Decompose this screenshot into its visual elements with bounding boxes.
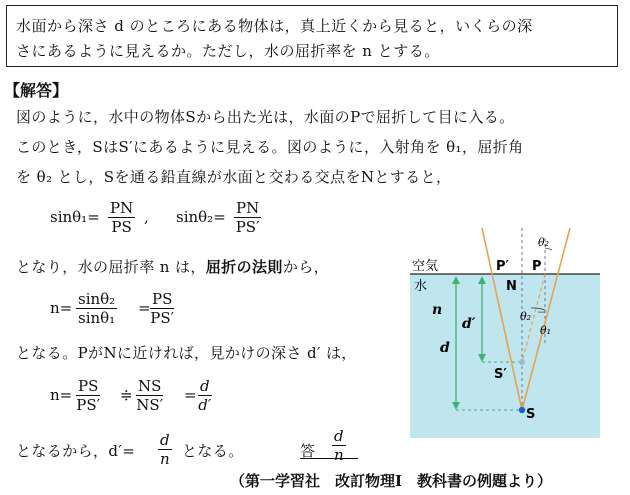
- eq1-num2: PN: [236, 199, 260, 217]
- body-line-4c: から，: [282, 258, 330, 276]
- problem-line-1: 水面から深さ d のところにある物体は，真上近くから見ると，いくらの深: [16, 17, 533, 35]
- label-theta2-top: θ₂: [538, 236, 550, 249]
- answer-underline: [300, 458, 358, 459]
- body-line-4a: となり，水の屈折率 n は，: [16, 258, 206, 276]
- label-N: N: [506, 279, 517, 294]
- eq3-num3: d: [200, 377, 210, 395]
- label-S: S: [526, 407, 536, 422]
- eq2-den1: sinθ₁: [78, 309, 116, 327]
- eq3-frac2: [136, 377, 163, 414]
- body-line-6b: となる。: [182, 442, 244, 460]
- problem-box: [6, 5, 618, 67]
- label-P: P: [532, 259, 542, 274]
- label-water: 水: [414, 279, 428, 294]
- label-theta2-mid: θ₂: [520, 310, 532, 323]
- body-line-5: となる。PがNに近ければ，見かけの深さ d′ は，: [16, 344, 357, 362]
- label-P-prime: P′: [496, 259, 509, 274]
- answer-label: 答: [300, 442, 316, 460]
- water-region: [410, 274, 600, 438]
- eq2-frac2: [150, 290, 174, 327]
- eq3-frac3: [198, 377, 212, 414]
- eq1-num1: PN: [110, 199, 134, 217]
- point-S: [519, 407, 525, 413]
- eq3-num1: PS: [78, 377, 99, 395]
- refraction-diagram: [410, 228, 600, 438]
- eq1-den1: PS: [111, 218, 132, 236]
- label-d: d: [440, 340, 450, 356]
- eq3-den3: d′: [198, 396, 212, 414]
- label-air: 空気: [412, 259, 439, 274]
- eq3-approx: ≑: [120, 386, 133, 404]
- eq2-num2: PS: [152, 290, 173, 308]
- eq2-frac1: [76, 290, 117, 327]
- label-theta1: θ₁: [540, 324, 552, 337]
- body-line-3: を θ₂ とし，Sを通る鉛直線が水面と交わる交点をNとすると，: [16, 168, 452, 186]
- eq2-eq: =: [138, 299, 151, 317]
- point-S-prime: [519, 359, 525, 365]
- eq1-frac1: [108, 199, 135, 236]
- label-d-prime: d′: [462, 316, 476, 332]
- answer-den: n: [333, 446, 344, 464]
- body-line-6a: となるから，d′=: [16, 442, 136, 460]
- eq3-den1: PS′: [76, 396, 101, 414]
- result-den: n: [159, 450, 170, 468]
- body-line-2: このとき，SはS′にあるように見える。図のように，入射角を θ₁，屈折角: [16, 138, 524, 156]
- label-S-prime: S′: [494, 367, 507, 382]
- body-line-1: 図のように，水中の物体Sから出た光は，水面のPで屈折して目に入る。: [16, 108, 515, 126]
- eq1-sep: ,: [144, 208, 149, 226]
- label-n: n: [432, 302, 443, 318]
- eq3-num2: NS: [138, 377, 162, 395]
- result-num: d: [160, 431, 170, 449]
- answer-frac: [332, 427, 346, 464]
- problem-line-2: さにあるように見えるか。ただし，水の屈折率を n とする。: [16, 42, 440, 60]
- source-note: （第一学習社 改訂物理Ⅰ 教科書の例題より）: [230, 472, 553, 490]
- refraction-figure: [410, 228, 600, 438]
- eq3-lhs: n=: [50, 386, 73, 404]
- refraction-law: 屈折の法則: [205, 258, 283, 276]
- eq1-lhs1: sinθ₁=: [50, 208, 100, 226]
- result-frac: [158, 431, 172, 468]
- eq2-lhs: n=: [50, 299, 73, 317]
- eq1-den2: PS′: [235, 218, 260, 236]
- body-line-4: [16, 256, 329, 277]
- eq3-eq: =: [184, 386, 197, 404]
- eq1-frac2: [234, 199, 261, 236]
- eq1-lhs2: sinθ₂=: [176, 208, 226, 226]
- eq2-num1: sinθ₂: [78, 290, 116, 308]
- answer-heading: 【解答】: [4, 81, 69, 100]
- eq2-den2: PS′: [150, 309, 175, 327]
- eq3-den2: NS′: [136, 396, 164, 414]
- answer-num: d: [334, 427, 344, 445]
- eq3-frac1: [76, 377, 100, 414]
